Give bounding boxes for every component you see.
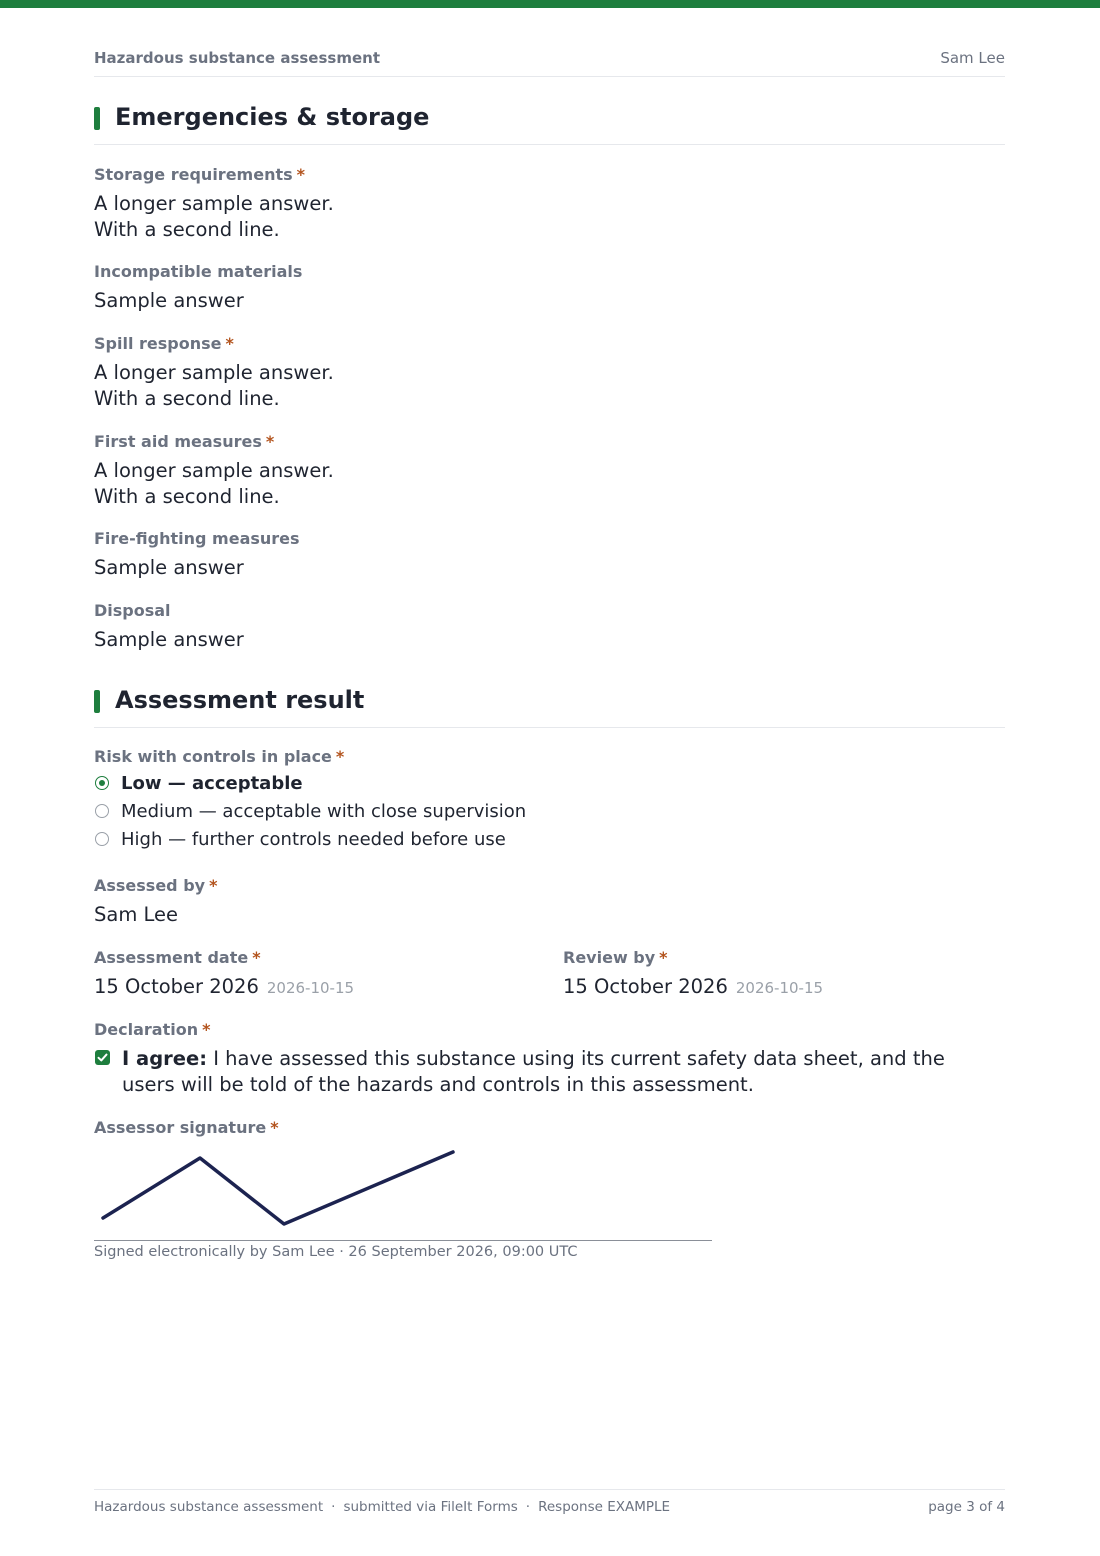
field-assessment-date [94,948,354,1001]
radio-label: High — further controls needed before use [121,828,506,850]
signature-area [94,1144,712,1241]
field-label: Risk with controls in place * [94,747,345,766]
field-label: Assessed by * [94,876,218,895]
field-fire-fighting-measures [94,529,300,581]
field-label: Storage requirements * [94,165,305,184]
field-value: Sample answer [94,556,244,579]
declaration-text: I agree: I have assessed this substance using its current safety data sheet, and the users will be told of the hazards and controls in this assessment. [122,1047,945,1096]
date-text: 15 October 2026 [94,975,259,998]
required-marker: * [296,165,305,184]
radio-option-high[interactable] [94,825,526,853]
footer-info: Hazardous substance assessment · submitted via FileIt Forms · Response EXAMPLE [94,1499,671,1515]
required-marker: * [202,1020,211,1039]
page-footer [94,1489,1005,1520]
radio-option-low[interactable] [94,769,526,797]
field-value: A longer sample answer. With a second line. [94,192,334,241]
field-label: Fire-fighting measures [94,529,300,548]
required-marker: * [225,334,234,353]
required-marker: * [270,1118,279,1137]
footer-via: submitted via FileIt Forms [343,1499,518,1515]
section-heading-emergencies [94,103,1005,145]
radio-empty-icon [95,804,109,818]
checkbox-checked-icon[interactable] [95,1050,110,1065]
field-value: A longer sample answer. With a second line. [94,459,334,508]
footer-title: Hazardous substance assessment [94,1499,324,1515]
field-value: Sample answer [94,289,244,312]
radio-label: Medium — acceptable with close supervision [121,800,527,822]
field-label: Assessor signature * [94,1118,279,1137]
signature-caption: Signed electronically by Sam Lee · 26 September 2026, 09:00 UTC [94,1244,578,1260]
field-review-by [563,948,823,1001]
date-text: 15 October 2026 [563,975,728,998]
field-risk-with-controls [94,747,526,853]
radio-label: Low — acceptable [121,772,303,794]
field-disposal [94,601,244,653]
header-title: Hazardous substance assessment [94,49,380,67]
top-accent-bar [0,0,1100,8]
required-marker: * [659,948,668,967]
field-assessed-by [94,876,217,928]
radio-selected-icon [95,776,109,790]
field-declaration [94,1020,992,1098]
required-marker: * [335,747,345,766]
header-user: Sam Lee [940,49,1005,67]
signature-drawing [94,1144,712,1240]
agree-label: I agree: [122,1047,208,1070]
footer-response: Response EXAMPLE [538,1499,671,1515]
page-number: page 3 of 4 [928,1499,1005,1515]
field-value: A longer sample answer. With a second line. [94,361,334,410]
date-iso: 2026-10-15 [266,979,355,997]
field-label: Assessment date * [94,948,261,967]
field-value: Sample answer [94,628,244,651]
radio-empty-icon [95,832,109,846]
field-value: Sam Lee [94,903,179,926]
required-marker: * [252,948,261,967]
section-title: Emergencies & storage [115,103,430,131]
field-label: Review by * [563,948,668,967]
field-spill-response [94,334,334,412]
radio-option-medium[interactable] [94,797,526,825]
field-assessor-signature [94,1118,279,1138]
required-marker: * [209,876,218,895]
field-label: Incompatible materials [94,262,303,281]
section-title: Assessment result [115,686,365,714]
field-value [94,974,354,1001]
declaration-row [94,1046,992,1098]
section-heading-assessment-result [94,686,1005,728]
field-label: Declaration * [94,1020,211,1039]
radio-group [94,769,526,853]
field-incompatible-materials [94,262,302,314]
field-label: First aid measures * [94,432,275,451]
page-header [94,48,1005,77]
field-storage-requirements [94,165,334,243]
field-label: Disposal [94,601,171,620]
field-label: Spill response * [94,334,234,353]
section-marker [94,690,100,713]
date-iso: 2026-10-15 [735,979,824,997]
field-value [563,974,823,1001]
field-first-aid-measures [94,432,334,510]
section-marker [94,107,100,130]
required-marker: * [265,432,275,451]
